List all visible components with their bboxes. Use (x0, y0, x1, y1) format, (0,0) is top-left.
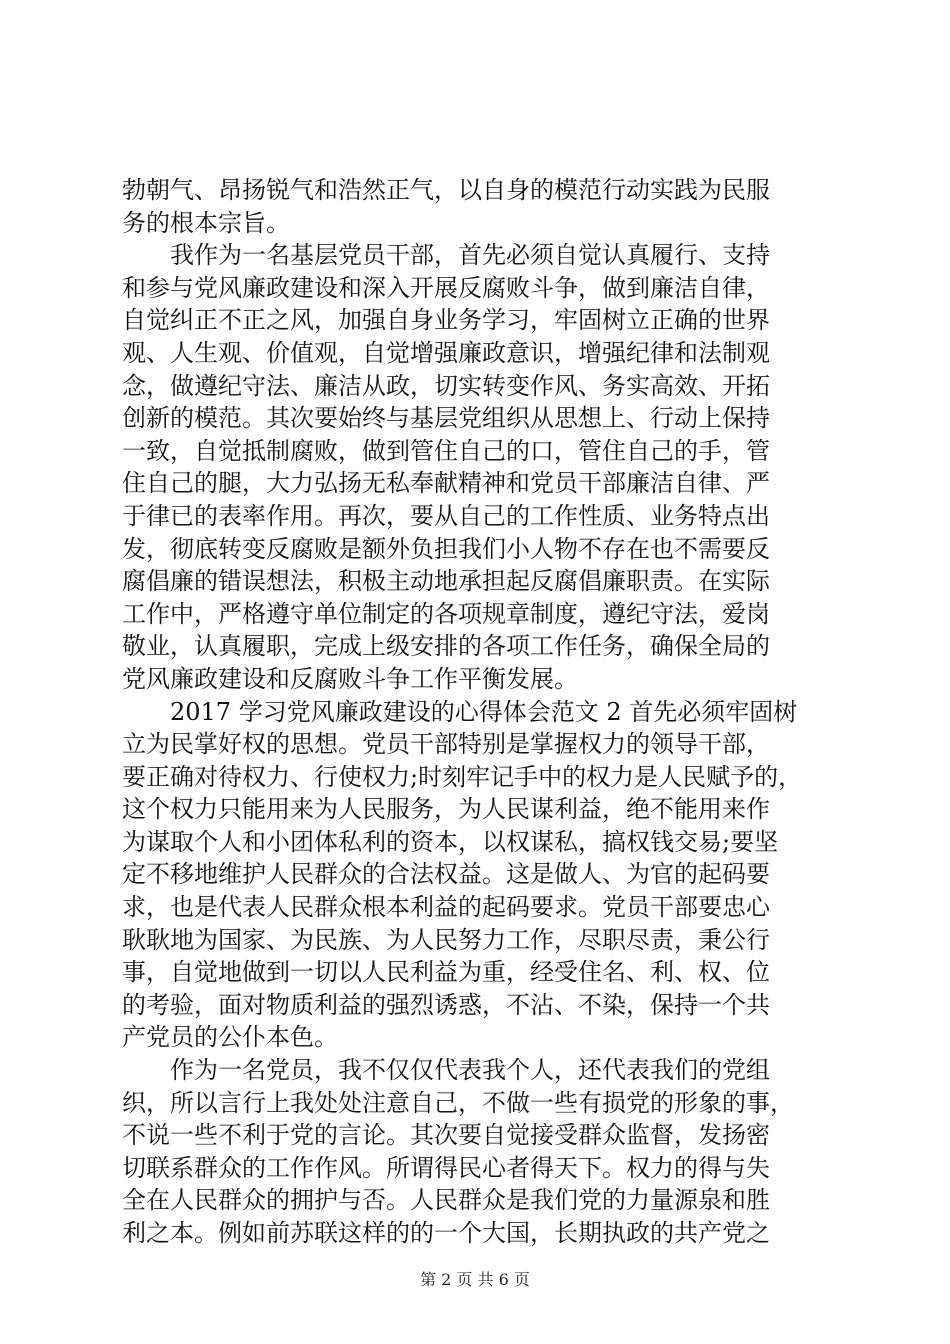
text-line: 观、人生观、价值观，自觉增强廉政意识，增强纪律和法制观 (122, 338, 770, 367)
text-line: 2017 学习党风廉政建设的心得体会范文 2 首先必须牢固树 (122, 697, 798, 726)
text-line: 为谋取个人和小团体私利的资本，以权谋私，搞权钱交易;要坚 (122, 827, 779, 856)
text-line: 切联系群众的工作作风。所谓得民心者得天下。权力的得与失 (122, 1153, 770, 1182)
text-line: 织，所以言行上我处处注意自己，不做一些有损党的形象的事， (122, 1088, 794, 1117)
body-text (122, 174, 832, 1250)
text-line: 要正确对待权力、行使权力;时刻牢记手中的权力是人民赋予的， (122, 762, 803, 791)
text-line: 耿耿地为国家、为民族、为人民努力工作，尽职尽责，秉公行 (122, 925, 770, 954)
text-line: 于律已的表率作用。再次，要从自己的工作性质、业务特点出 (122, 501, 770, 530)
text-line: 创新的模范。其次要始终与基层党组织从思想上、行动上保持 (122, 404, 770, 433)
text-line: 腐倡廉的错误想法，积极主动地承担起反腐倡廉职责。在实际 (122, 567, 770, 596)
text-line: 的考验，面对物质利益的强烈诱惑，不沾、不染，保持一个共 (122, 990, 770, 1019)
text-line: 立为民掌好权的思想。党员干部特别是掌握权力的领导干部， (122, 730, 770, 759)
text-line: 一致，自觉抵制腐败，做到管住自己的口，管住自己的手，管 (122, 436, 770, 465)
text-line: 敬业，认真履职，完成上级安排的各项工作任务，确保全局的 (122, 632, 770, 661)
text-line: 全在人民群众的拥护与否。人民群众是我们党的力量源泉和胜 (122, 1186, 770, 1215)
text-line: 自觉纠正不正之风，加强自身业务学习，牢固树立正确的世界 (122, 306, 770, 335)
text-line: 发，彻底转变反腐败是额外负担我们小人物不存在也不需要反 (122, 534, 770, 563)
text-line: 产党员的公仆本色。 (122, 1023, 338, 1052)
text-line: 事，自觉地做到一切以人民利益为重，经受住名、利、权、位 (122, 958, 770, 987)
text-line: 和参与党风廉政建设和深入开展反腐败斗争，做到廉洁自律， (122, 273, 770, 302)
text-line: 住自己的腿，大力弘扬无私奉献精神和党员干部廉洁自律、严 (122, 469, 770, 498)
text-line: 工作中，严格遵守单位制定的各项规章制度，遵纪守法，爱岗 (122, 599, 770, 628)
text-line: 勃朝气、昂扬锐气和浩然正气，以自身的模范行动实践为民服 (122, 176, 770, 204)
text-line: 定不移地维护人民群众的合法权益。这是做人、为官的起码要 (122, 860, 770, 889)
text-line: 求，也是代表人民群众根本利益的起码要求。党员干部要忠心 (122, 893, 770, 922)
text-line: 这个权力只能用来为人民服务，为人民谋利益，绝不能用来作 (122, 795, 770, 824)
page-number: 第 2 页 共 6 页 (420, 1270, 530, 1289)
text-line: 作为一名党员，我不仅仅代表我个人，还代表我们的党组 (122, 1056, 770, 1085)
text-line: 党风廉政建设和反腐败斗争工作平衡发展。 (122, 664, 578, 693)
page-footer (0, 1270, 950, 1290)
text-line: 利之本。例如前苏联这样的的一个大国，长期执政的共产党之 (122, 1219, 770, 1247)
text-line: 我作为一名基层党员干部，首先必须自觉认真履行、支持 (122, 241, 770, 270)
text-line: 不说一些不利于党的言论。其次要自觉接受群众监督，发扬密 (122, 1121, 770, 1150)
text-line: 务的根本宗旨。 (122, 208, 290, 237)
text-line: 念，做遵纪守法、廉洁从政，切实转变作风、务实高效、开拓 (122, 371, 770, 400)
